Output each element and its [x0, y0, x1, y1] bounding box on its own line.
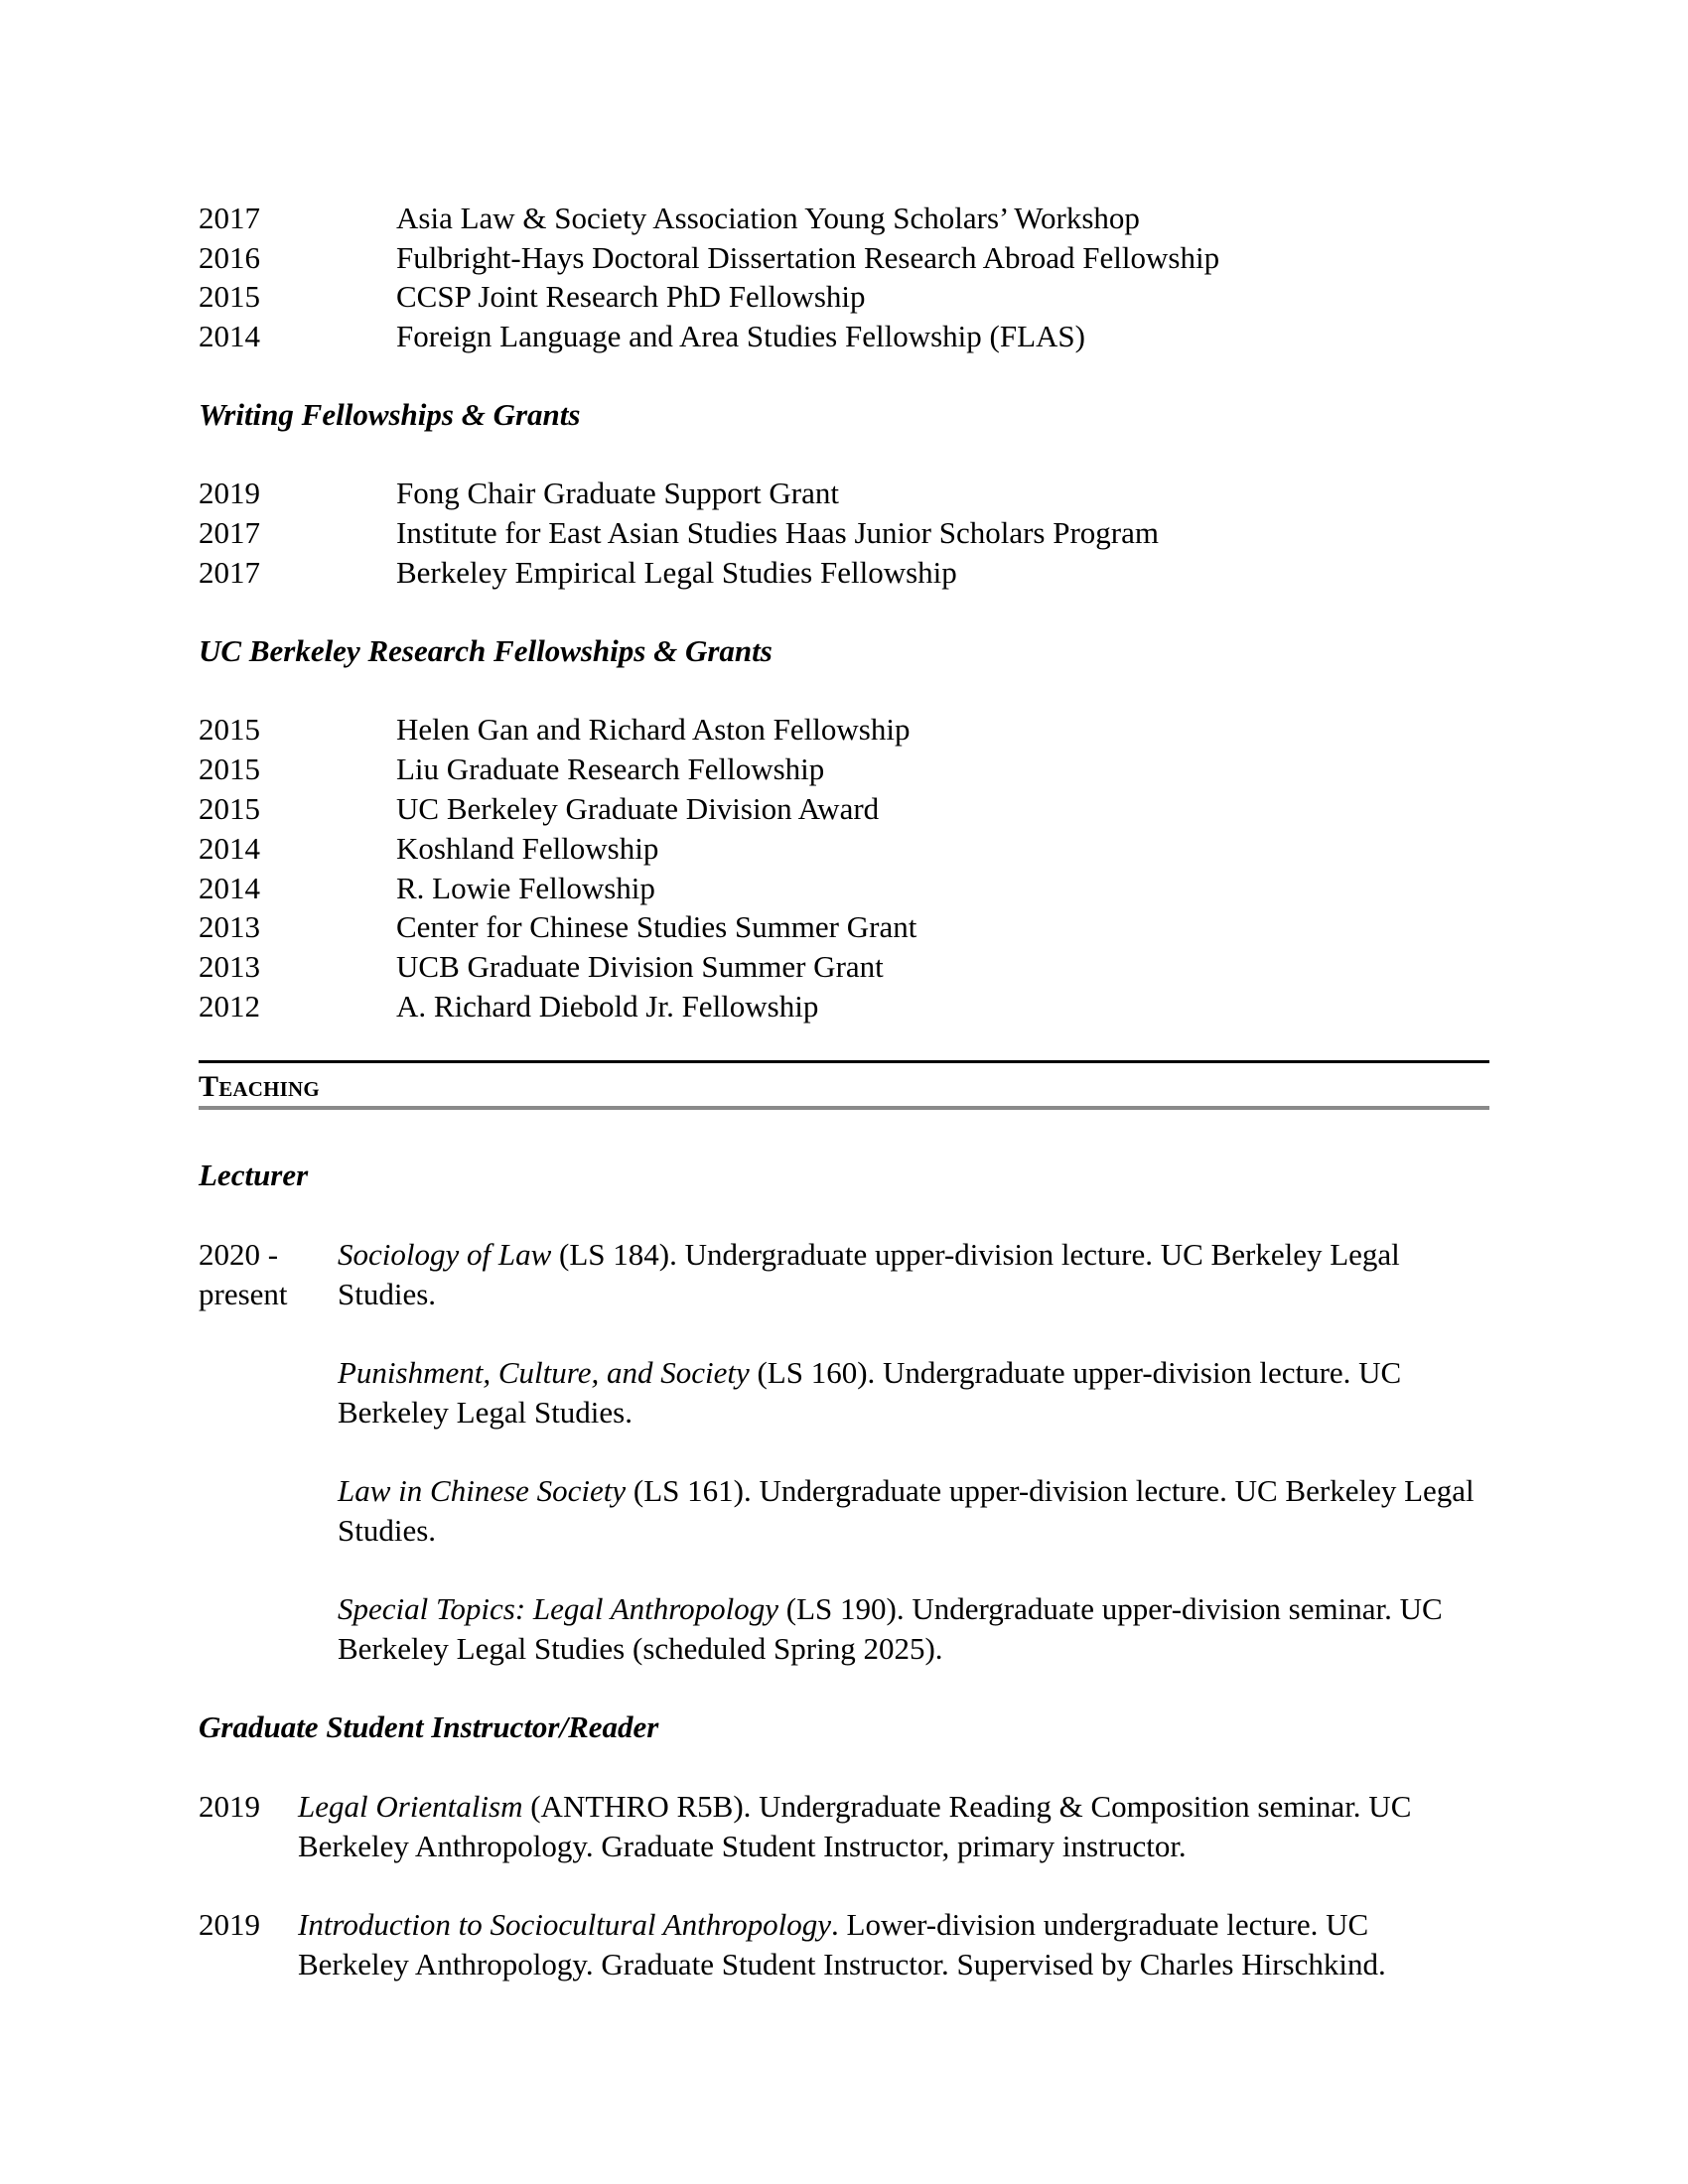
- award-row: [199, 710, 1489, 750]
- course-desc: (LS 160). Undergraduate upper-division lecture. UC Berkeley Legal Studies.: [338, 1355, 1402, 1430]
- award-row: [199, 199, 1489, 238]
- award-year: 2015: [199, 791, 260, 826]
- award-title: UCB Graduate Division Summer Grant: [396, 949, 884, 984]
- award-title: Liu Graduate Research Fellowship: [396, 751, 825, 786]
- award-row: [199, 238, 1489, 278]
- course-title: Legal Orientalism: [298, 1789, 523, 1824]
- lecturer-years-start: 2020 -: [199, 1237, 279, 1272]
- award-row: [199, 474, 1489, 513]
- award-year: 2012: [199, 989, 260, 1024]
- course-desc: (ANTHRO R5B). Undergraduate Reading & Composition seminar. UC Berkeley Anthropology. Graduate Student Instructor, primary instructor.: [298, 1789, 1412, 1863]
- lecturer-years: [199, 1235, 288, 1314]
- award-year: 2015: [199, 279, 260, 314]
- course-desc: (LS 190). Undergraduate upper-division seminar. UC Berkeley Legal Studies (scheduled Spring 2025).: [338, 1591, 1443, 1666]
- lecturer-years-end: present: [199, 1277, 288, 1311]
- award-title: R. Lowie Fellowship: [396, 871, 655, 905]
- course-entry: [338, 1589, 1494, 1669]
- award-year: 2016: [199, 240, 260, 275]
- course-title: Punishment, Culture, and Society: [338, 1355, 750, 1390]
- course-entry: [338, 1353, 1494, 1433]
- award-row: [199, 553, 1489, 593]
- award-row: [199, 277, 1489, 317]
- course-entry: [338, 1471, 1494, 1551]
- course-desc: . Lower-division undergraduate lecture. UC Berkeley Anthropology. Graduate Student Instructor. Supervised by Charles Hirschkind.: [298, 1907, 1386, 1981]
- award-year: 2014: [199, 319, 260, 353]
- award-row: [199, 947, 1489, 987]
- award-year: 2015: [199, 712, 260, 747]
- award-title: Koshland Fellowship: [396, 831, 659, 866]
- gsi-year: 2019: [199, 1907, 260, 1942]
- gsi-year: 2019: [199, 1789, 260, 1824]
- award-title: Asia Law & Society Association Young Scholars’ Workshop: [396, 201, 1140, 235]
- lecturer-heading: Lecturer: [199, 1158, 309, 1192]
- course-entry: [298, 1905, 1479, 1984]
- teaching-section-title: Teaching: [199, 1070, 320, 1103]
- award-title: Institute for East Asian Studies Haas Junior Scholars Program: [396, 515, 1160, 550]
- award-title: UC Berkeley Graduate Division Award: [396, 791, 880, 826]
- award-title: Center for Chinese Studies Summer Grant: [396, 909, 917, 944]
- section-rule-bottom: [199, 1106, 1489, 1110]
- award-row: [199, 789, 1489, 829]
- award-row: [199, 907, 1489, 947]
- award-title: A. Richard Diebold Jr. Fellowship: [396, 989, 819, 1024]
- award-row: [199, 513, 1489, 553]
- writing-heading: Writing Fellowships & Grants: [199, 397, 581, 432]
- award-row: [199, 750, 1489, 789]
- award-year: 2014: [199, 831, 260, 866]
- award-row: [199, 829, 1489, 869]
- course-title: Special Topics: Legal Anthropology: [338, 1591, 779, 1626]
- course-entry: [338, 1235, 1494, 1314]
- award-year: 2013: [199, 949, 260, 984]
- award-title: CCSP Joint Research PhD Fellowship: [396, 279, 866, 314]
- award-year: 2015: [199, 751, 260, 786]
- section-rule-top: [199, 1060, 1489, 1063]
- course-title: Introduction to Sociocultural Anthropology: [298, 1907, 832, 1942]
- award-year: 2019: [199, 476, 260, 510]
- course-desc: (LS 161). Undergraduate upper-division lecture. UC Berkeley Legal Studies.: [338, 1473, 1475, 1548]
- course-title: Law in Chinese Society: [338, 1473, 627, 1508]
- award-row: [199, 987, 1489, 1026]
- award-title: Berkeley Empirical Legal Studies Fellowship: [396, 555, 957, 590]
- course-desc: (LS 184). Undergraduate upper-division lecture. UC Berkeley Legal Studies.: [338, 1237, 1400, 1311]
- course-entry: [298, 1787, 1479, 1866]
- award-year: 2017: [199, 201, 260, 235]
- ucb-heading: UC Berkeley Research Fellowships & Grants: [199, 633, 773, 668]
- award-title: Fong Chair Graduate Support Grant: [396, 476, 839, 510]
- award-row: [199, 317, 1489, 356]
- award-year: 2013: [199, 909, 260, 944]
- course-title: Sociology of Law: [338, 1237, 552, 1272]
- award-title: Fulbright-Hays Doctoral Dissertation Research Abroad Fellowship: [396, 240, 1220, 275]
- gsi-heading: Graduate Student Instructor/Reader: [199, 1709, 659, 1744]
- award-year: 2017: [199, 555, 260, 590]
- award-title: Helen Gan and Richard Aston Fellowship: [396, 712, 911, 747]
- award-year: 2017: [199, 515, 260, 550]
- award-title: Foreign Language and Area Studies Fellowship (FLAS): [396, 319, 1085, 353]
- award-row: [199, 869, 1489, 908]
- award-year: 2014: [199, 871, 260, 905]
